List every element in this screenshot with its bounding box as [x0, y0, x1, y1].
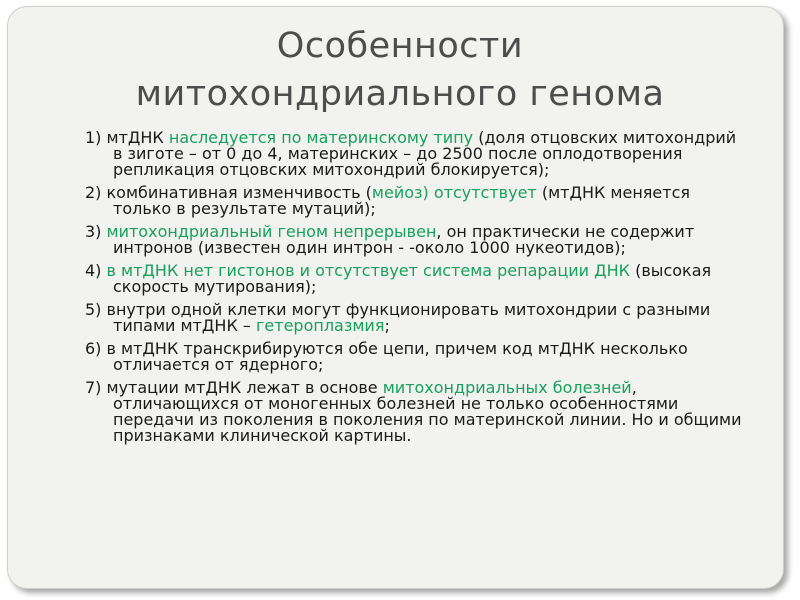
list-item	[85, 302, 745, 334]
highlighted-term: гетероплазмия	[256, 316, 385, 335]
item-text: 6) в мтДНК транскрибируются обе цепи, причем код мтДНК несколько отличается от ядерного;	[85, 339, 688, 374]
highlighted-term: митохондриальных болезней	[382, 378, 632, 397]
item-text: 5) внутри одной клетки могут функционировать митохондрии с разными типами мтДНК –	[85, 300, 711, 335]
highlighted-term: мейоз) отсутствует	[371, 183, 537, 202]
list-item	[85, 341, 745, 373]
list-item	[85, 130, 745, 178]
item-text: 1) мтДНК	[85, 128, 169, 147]
slide-title	[0, 22, 800, 118]
highlighted-term: наследуется по материнскому типу	[168, 128, 474, 147]
item-text: 4)	[85, 261, 107, 280]
item-text: , отличающихся от моногенных болезней не только особенностями передачи из поколения в поколения по материнской линии. Но и общими признаками клинической картины.	[113, 378, 742, 445]
highlighted-term: митохондриальный геном непрерывен	[106, 222, 437, 241]
item-text: (высокая скорость мутирования);	[113, 261, 712, 296]
list-item	[85, 380, 745, 444]
item-text: 2) комбинативная изменчивость (	[85, 183, 372, 202]
slide-title-line-1: Особенности	[276, 26, 524, 66]
list-item	[85, 263, 745, 295]
item-text: 7) мутации мтДНК лежат в основе	[85, 378, 383, 397]
item-text: 3)	[85, 222, 107, 241]
item-text: ;	[384, 316, 390, 335]
item-text: (мтДНК меняется только в результате мутаций);	[113, 183, 691, 218]
highlighted-term: в мтДНК нет гистонов и отсутствует система репарации ДНК	[106, 261, 631, 280]
slide-title-line-2: митохондриального генома	[135, 74, 665, 114]
list-item	[85, 185, 745, 217]
slide-body-list	[85, 130, 745, 451]
list-item	[85, 224, 745, 256]
item-text: , он практически не содержит интронов (известен один интрон - -около 1000 нукеотидов);	[113, 222, 695, 257]
item-text: (доля отцовских митохондрий в зиготе – от 0 до 4, материнских – до 2500 после оплодотворения репликация отцовских митохондрий блокируется);	[113, 128, 737, 179]
